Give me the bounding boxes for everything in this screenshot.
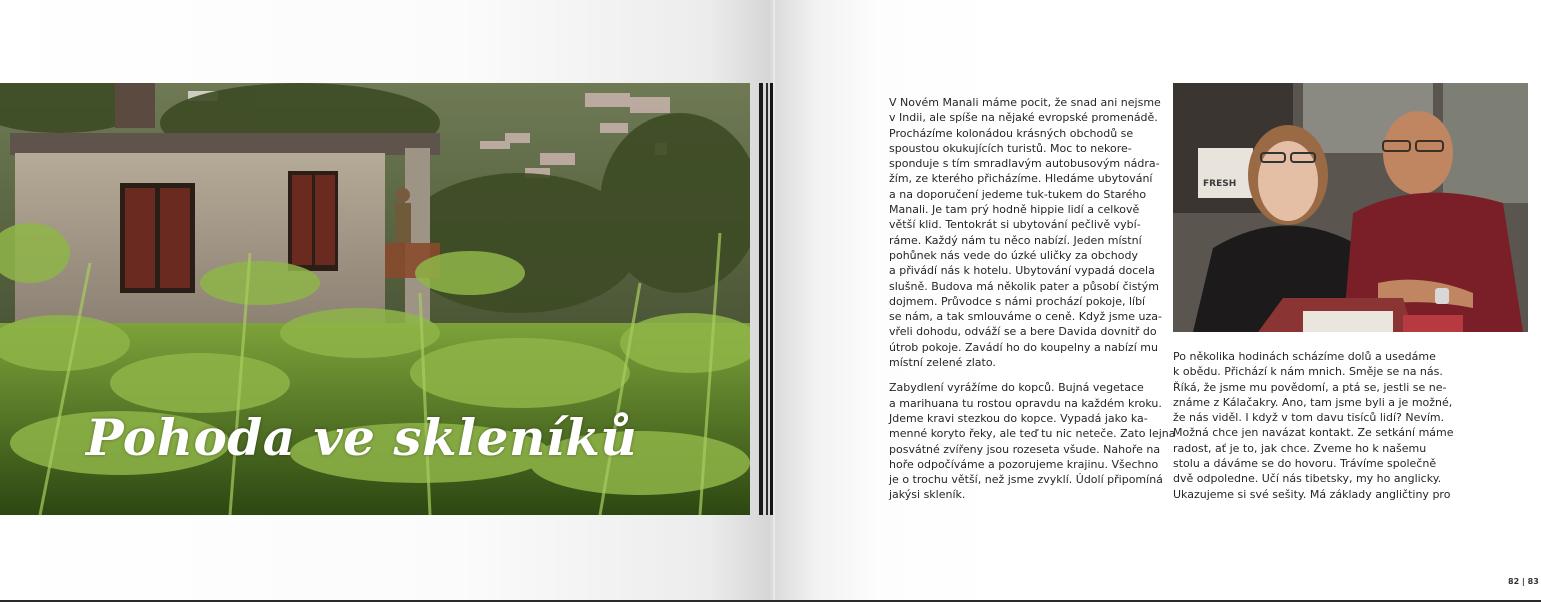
text-line: posvátné zvířeny jsou rozeseta všude. Nahoře na: [889, 442, 1161, 456]
photo-edge-strip: [759, 83, 763, 515]
text-line: Možná chce jen navázat kontakt. Ze setkání máme: [1173, 426, 1454, 440]
text-line: známe z Kálačakry. Ano, tam jsme byli a je možné,: [1173, 395, 1453, 409]
text-line: Po několika hodinách scházíme dolů a usedáme: [1173, 350, 1436, 363]
fresh-sign-text: FRESH: [1203, 179, 1237, 189]
text-line: V Novém Manali máme pocit, že snad ani nejsme: [889, 96, 1161, 109]
text-line: a na doporučení jedeme tuk-tukem do Starého: [889, 187, 1147, 201]
text-line: místní zelené zlato.: [889, 356, 996, 370]
text-line: dvě odpoledne. Učí nás tibetsky, my ho anglicky.: [1173, 472, 1442, 486]
text-line: menné koryto řeky, ale teď tu nic neteče. Zato lejna: [889, 427, 1176, 441]
text-column-right: [1173, 349, 1454, 502]
text-line: Ukazujeme si své sešity. Má základy angličtiny pro: [1173, 487, 1451, 501]
text-line: pohůnek nás vede do úzké uličky za obchody: [889, 248, 1139, 262]
text-line: dojmem. Průvodce s námi prochází pokoje, líbí: [889, 294, 1146, 308]
text-line: že nás viděl. I když v tom davu tisíců lidí? Nevím.: [1173, 411, 1445, 425]
paragraph: [889, 380, 1176, 502]
text-line: v Indii, ale spíše na nějaké evropské promenádě.: [889, 111, 1158, 125]
paragraph: [889, 95, 1162, 370]
text-line: stolu a dáváme se do hovoru. Trávíme společně: [1173, 457, 1437, 471]
text-column-left: [889, 95, 1176, 503]
text-line: je o trochu větší, než jsme zvyklí. Údolí připomíná: [889, 473, 1163, 487]
text-line: se nám, a tak smlouváme o ceně. Když jsme uza-: [889, 310, 1162, 324]
photo-edge-strip: [766, 83, 768, 515]
text-line: radost, ať je to, jak chce. Zveme ho k našemu: [1173, 441, 1427, 455]
text-line: Říká, že jsme mu povědomí, a ptá se, jestli se ne-: [1173, 380, 1447, 394]
paragraph: [1173, 349, 1454, 502]
text-line: jakýsi skleník.: [889, 488, 966, 502]
portrait-two-people-photo: [1173, 83, 1528, 332]
text-line: útrob pokoje. Zavádí ho do koupelny a nabízí mu: [889, 340, 1158, 354]
text-line: Procházíme kolonádou krásných obchodů se: [889, 126, 1134, 140]
book-gutter: [773, 0, 775, 600]
text-line: spoustou okukujících turistů. Moc to nekore-: [889, 141, 1132, 155]
photo-edge-strip: [770, 83, 773, 515]
text-line: vřeli dohodu, odváží se a bere Davida dovnitř do: [889, 325, 1157, 339]
page-numbers: 82 | 83: [1508, 577, 1539, 586]
text-line: sponduje s tím smradlavým autobusovým nádra-: [889, 157, 1160, 171]
text-line: slušně. Budova má několik pater a působí čistým: [889, 279, 1159, 293]
text-line: a přivádí nás k hotelu. Ubytování vypadá docela: [889, 264, 1155, 278]
text-line: hoře odpočíváme a pozorujeme krajinu. Všechno: [889, 457, 1159, 471]
text-line: žím, ze kterého přicházíme. Hledáme ubytování: [889, 172, 1153, 186]
text-line: ráme. Každý nám tu něco nabízí. Jeden místní: [889, 233, 1142, 247]
text-line: k obědu. Přichází k nám mnich. Směje se na nás.: [1173, 365, 1443, 379]
text-line: Zabydlení vyrážíme do kopců. Bujná vegetace: [889, 381, 1144, 395]
text-line: Jdeme kravi stezkou do kopce. Vypadá jako ka-: [889, 411, 1148, 425]
text-line: Manali. Je tam prý hodně hippie lidí a celkově: [889, 203, 1140, 217]
text-line: a marihuana tu rostou opravdu na každém kroku.: [889, 396, 1162, 410]
article-title: Pohoda ve skleníků: [86, 408, 638, 467]
text-line: větší klid. Tentokrát si ubytování pečlivě vybí-: [889, 218, 1141, 232]
